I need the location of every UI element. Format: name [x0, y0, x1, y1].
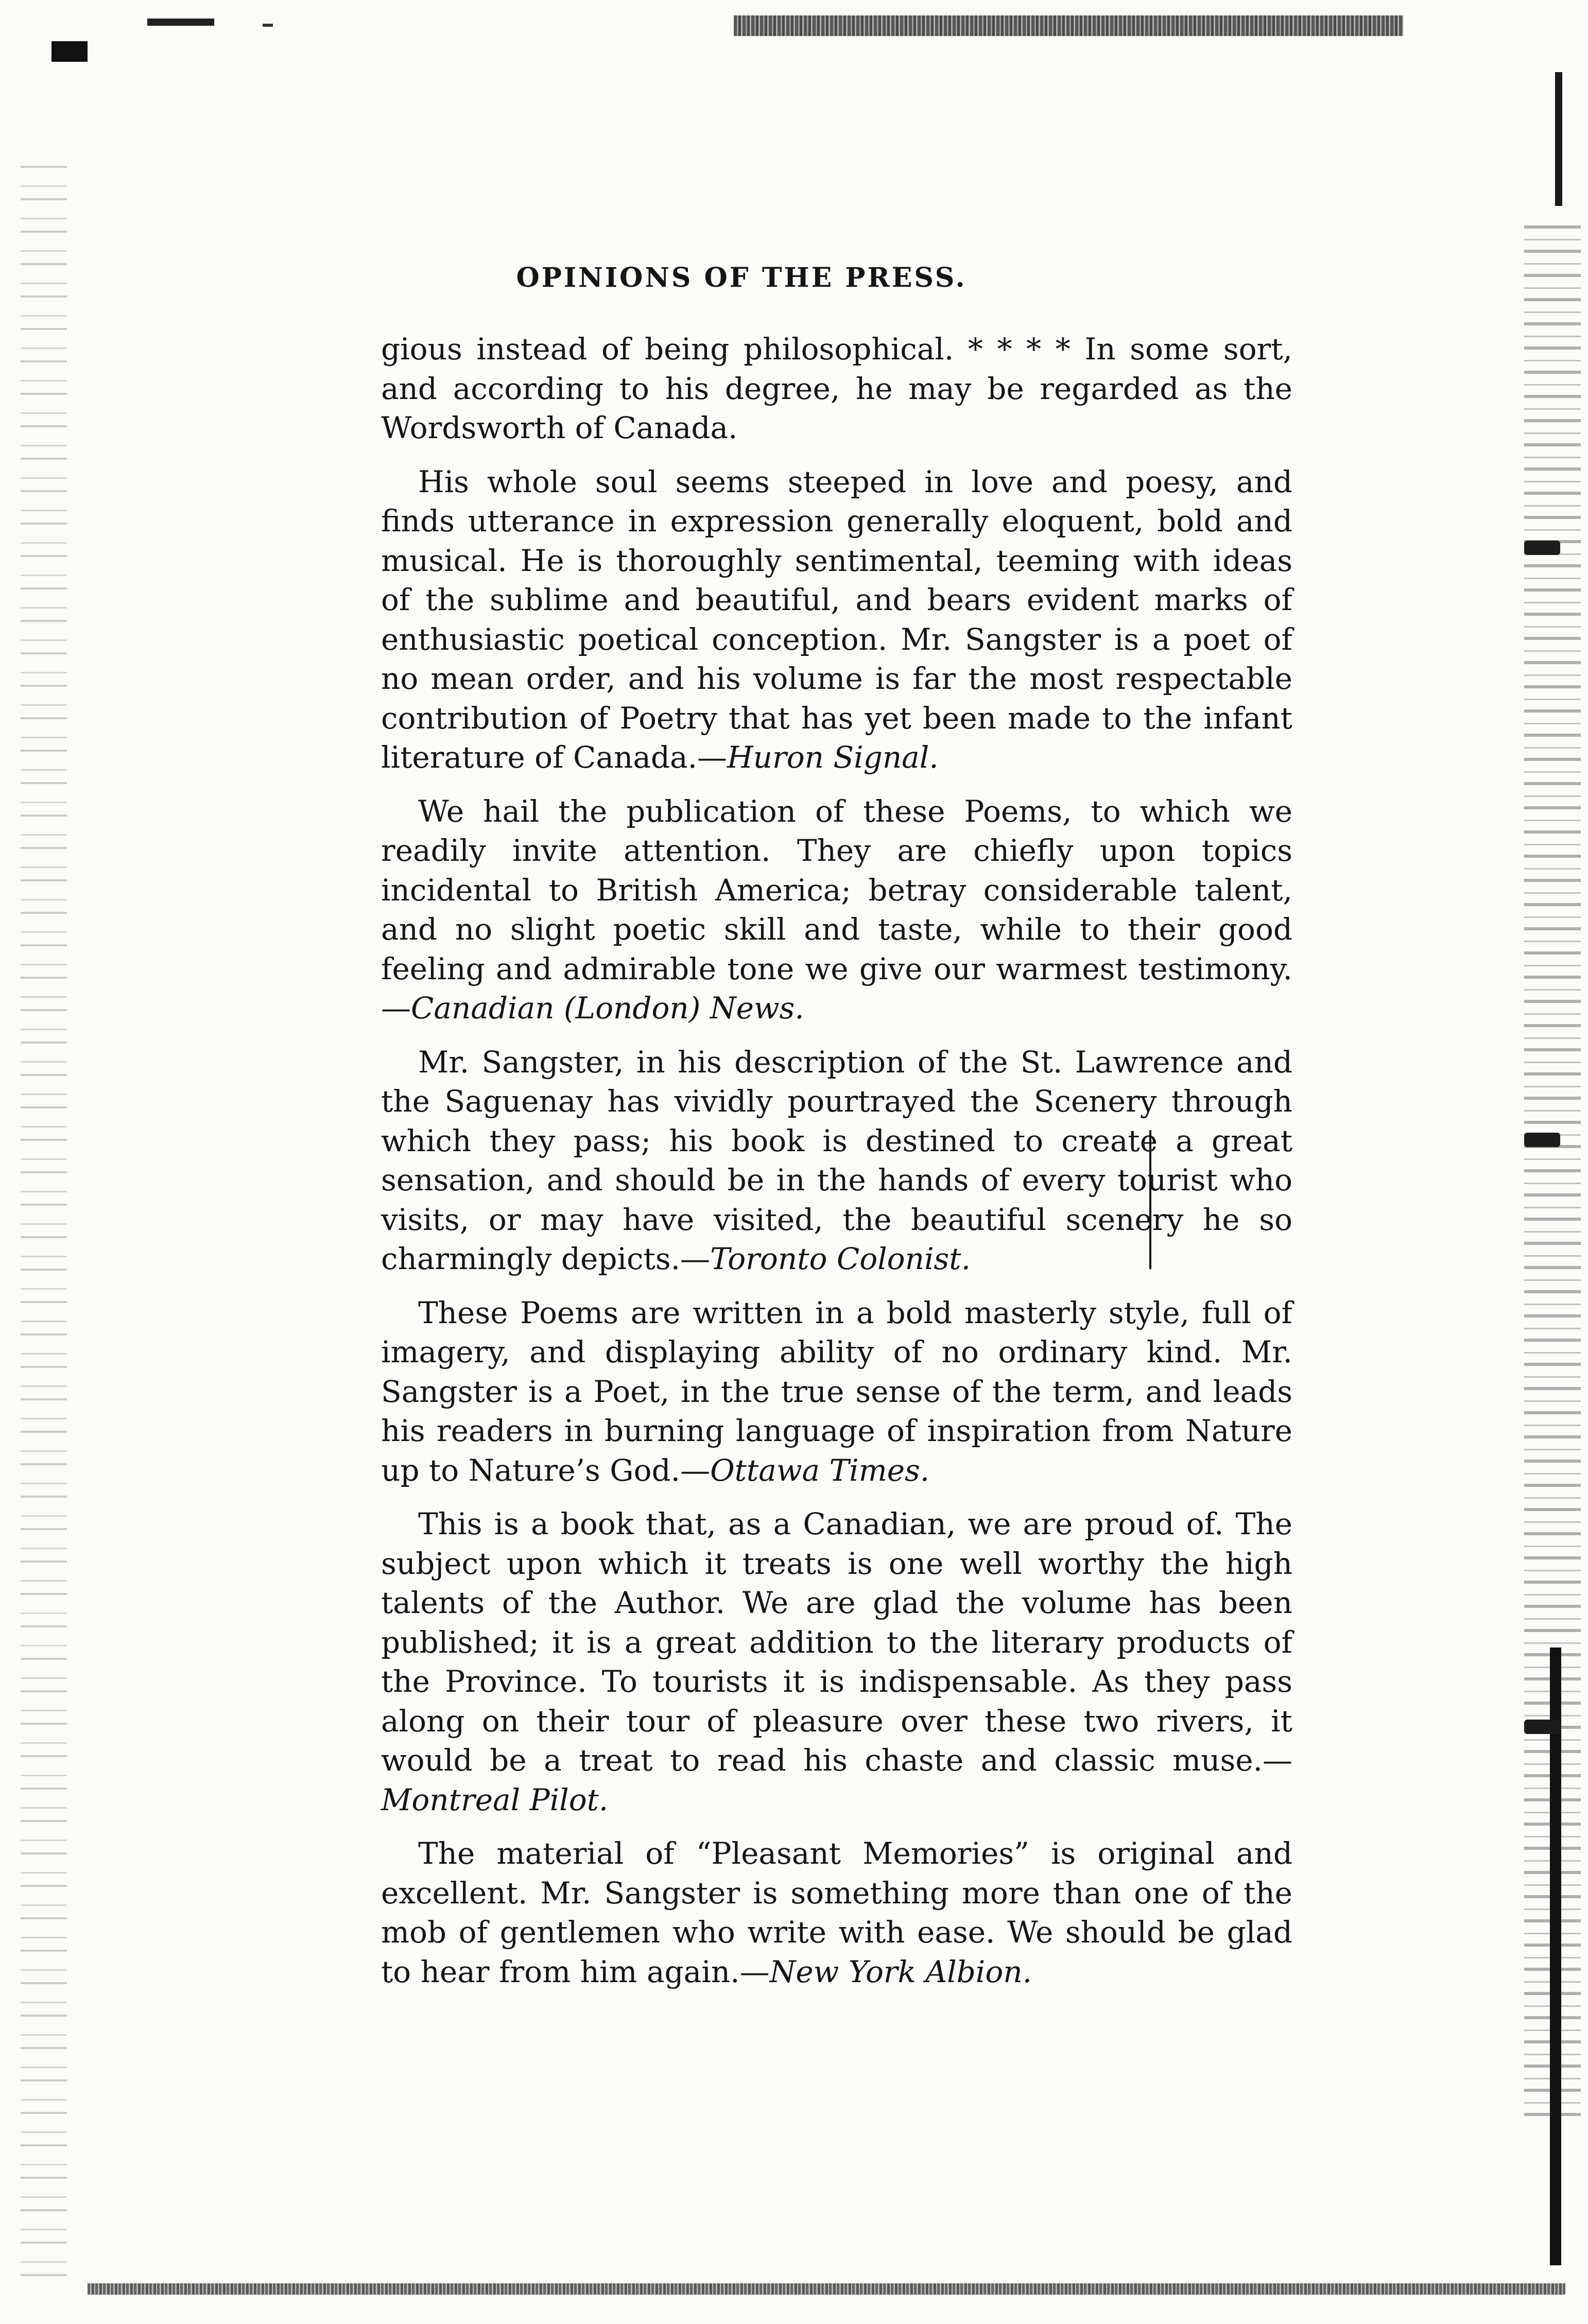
paragraph [381, 1834, 1292, 1991]
paragraph-text: We hail the publication of these Poems, to which we readily invite attention. They are chiefly upon topics incidental to British America; betray considerable talent, and no slight poetic skill and taste, while to their good feeling and admirable tone we give our warmest testimony.— [381, 793, 1292, 1026]
paragraph [381, 329, 1292, 448]
paragraph-text: gious instead of being philosophical. * * * * In some sort, and according to his degree, he may be regarded as the Wordsworth of Canada. [381, 332, 1292, 445]
right-edge-tick [1524, 1133, 1560, 1147]
top-rule-dash [263, 24, 273, 27]
press-source: New York Albion. [769, 1954, 1032, 1989]
text-body [381, 329, 1292, 2006]
right-edge-bar-top [1555, 72, 1562, 206]
left-corner-mark [51, 41, 88, 62]
top-rule-scan-band [734, 15, 1403, 36]
press-source: Toronto Colonist. [710, 1241, 971, 1276]
paragraph-text: His whole soul seems steeped in love and poesy, and finds utterance in expression generally eloquent, bold and musical. He is thoroughly sentimental, teeming with ideas of the sublime and beautiful, and bears evident marks of enthusiastic poetical conception. Mr. Sangster is a poet of no mean order, and his volume is far the most respectable contribution of Poetry that has yet been made to the infant literature of Canada.— [381, 464, 1292, 775]
paragraph [381, 1504, 1292, 1819]
bottom-rule-scan-band [88, 2283, 1565, 2295]
press-source: Ottawa Times. [710, 1452, 930, 1488]
press-source: Canadian (London) News. [411, 991, 804, 1026]
right-edge-tick [1524, 1720, 1560, 1734]
paragraph-text: This is a book that, as a Canadian, we are proud of. The subject upon which it treats is one well worthy the high talents of the Author. We are glad the volume has been published; it is a great addition to the literary products of the Province. To tourists it is indispensable. As they pass along on their tour of pleasure over these two rivers, it would be a treat to read his chaste and classic muse.— [381, 1506, 1292, 1778]
right-edge-tick [1524, 541, 1560, 555]
top-rule-mark [147, 19, 214, 26]
paragraph-text: These Poems are written in a bold masterly style, full of imagery, and displaying ability of no ordinary kind. Mr. Sangster is a Poet, in the true sense of the term, and leads his readers in burning language of inspiration from Nature up to Nature’s God.— [381, 1295, 1292, 1488]
paragraph [381, 1293, 1292, 1490]
paragraph-text: The material of “Pleasant Memories” is original and excellent. Mr. Sangster is something more than one of the mob of gentlemen who write with ease. We should be glad to hear from him again.— [381, 1836, 1292, 1989]
left-edge-scan-noise [21, 154, 67, 2291]
paragraph [381, 792, 1292, 1028]
press-source: Montreal Pilot. [381, 1782, 609, 1817]
paragraph-text: Mr. Sangster, in his description of the St. Lawrence and the Saguenay has vividly pourtrayed the Scenery through which they pass; his book is destined to create a great sensation, and should be in the hands of every tourist who visits, or may have visited, the beautiful scenery he so charmingly depicts.— [381, 1044, 1292, 1276]
right-edge-bar-bottom [1550, 1647, 1561, 2265]
press-source: Huron Signal. [727, 740, 939, 775]
paragraph [381, 462, 1292, 777]
running-head: OPINIONS OF THE PRESS. [516, 262, 967, 293]
paragraph [381, 1043, 1292, 1279]
